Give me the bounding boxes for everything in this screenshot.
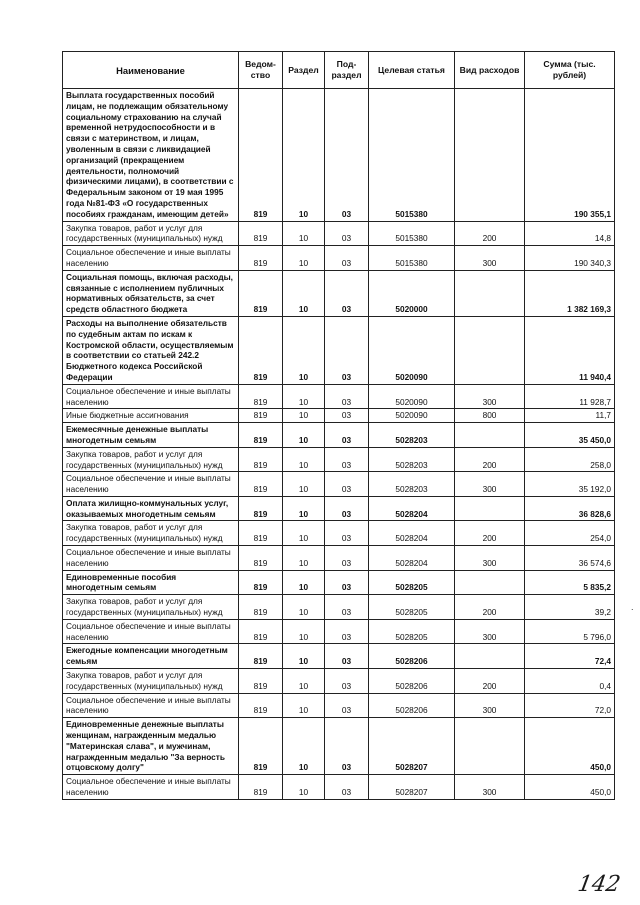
row-razdel-cell: 10 — [283, 595, 325, 620]
row-name-cell: Расходы на выполнение обязательств по судебным актам по искам к Костромской области, осуществляемым в соответствии со статьей 242.2 Бюджетного кодекса Российской Федерации — [63, 316, 239, 384]
row-name-cell: Оплата жилищно-коммунальных услуг, оказываемых многодетным семьям — [63, 496, 239, 521]
row-razdel-cell: 10 — [283, 644, 325, 669]
row-vid-cell — [455, 423, 525, 448]
row-vid-cell — [455, 570, 525, 595]
row-name-cell: Социальное обеспечение и иные выплаты населению — [63, 693, 239, 718]
row-vid-cell: 200 — [455, 447, 525, 472]
row-ved-cell: 819 — [239, 546, 283, 571]
row-statya-cell: 5015380 — [369, 246, 455, 271]
row-vid-cell: 300 — [455, 775, 525, 800]
row-podrazdel-cell: 03 — [325, 570, 369, 595]
row-statya-cell: 5028204 — [369, 496, 455, 521]
row-name-cell: Социальная помощь, включая расходы, связанные с исполнением публичных нормативных обязательств, за счет средств областного бюджета — [63, 270, 239, 316]
table-row — [63, 644, 615, 669]
row-summa-cell: 5 796,0 — [525, 619, 615, 644]
row-podrazdel-cell: 03 — [325, 472, 369, 497]
row-summa-cell: 14,8 — [525, 221, 615, 246]
row-razdel-cell: 10 — [283, 270, 325, 316]
row-vid-cell: 200 — [455, 595, 525, 620]
row-summa-cell: 72,0 — [525, 693, 615, 718]
row-statya-cell: 5020000 — [369, 270, 455, 316]
row-podrazdel-cell: 03 — [325, 447, 369, 472]
row-summa-cell: 11 940,4 — [525, 316, 615, 384]
table-row — [63, 221, 615, 246]
table-row — [63, 546, 615, 571]
table-header-row — [63, 52, 615, 89]
row-vid-cell: 200 — [455, 221, 525, 246]
row-name-cell: Социальное обеспечение и иные выплаты населению — [63, 546, 239, 571]
row-statya-cell: 5015380 — [369, 221, 455, 246]
row-podrazdel-cell: 03 — [325, 89, 369, 222]
table-row — [63, 316, 615, 384]
row-name-cell: Закупка товаров, работ и услуг для государственных (муниципальных) нужд — [63, 521, 239, 546]
row-podrazdel-cell: 03 — [325, 669, 369, 694]
table-row — [63, 595, 615, 620]
row-razdel-cell: 10 — [283, 669, 325, 694]
row-name-cell: Социальное обеспечение и иные выплаты населению — [63, 246, 239, 271]
row-ved-cell: 819 — [239, 644, 283, 669]
row-podrazdel-cell: 03 — [325, 644, 369, 669]
row-summa-cell: 190 355,1 — [525, 89, 615, 222]
row-podrazdel-cell: 03 — [325, 496, 369, 521]
row-vid-cell — [455, 89, 525, 222]
row-podrazdel-cell: 03 — [325, 546, 369, 571]
row-summa-cell: 39,2 — [525, 595, 615, 620]
row-statya-cell: 5028207 — [369, 718, 455, 775]
row-podrazdel-cell: 03 — [325, 775, 369, 800]
row-ved-cell: 819 — [239, 570, 283, 595]
table-row — [63, 718, 615, 775]
row-statya-cell: 5028203 — [369, 447, 455, 472]
row-razdel-cell: 10 — [283, 316, 325, 384]
row-name-cell: Социальное обеспечение и иные выплаты населению — [63, 619, 239, 644]
row-razdel-cell: 10 — [283, 619, 325, 644]
row-razdel-cell: 10 — [283, 693, 325, 718]
row-ved-cell: 819 — [239, 718, 283, 775]
row-name-cell: Выплата государственных пособий лицам, не подлежащим обязательному социальному страхованию на случай временной нетрудоспособности и в связи с материнством, и лицам, уволенным в связи с ликвидацией организаций (прекращением деятельности, полномочий физическими лицами), в соответствии с Федеральным законом от 19 мая 1995 года №81-ФЗ «О государственных пособиях гражданам, имеющим детей» — [63, 89, 239, 222]
row-podrazdel-cell: 03 — [325, 595, 369, 620]
row-vid-cell — [455, 718, 525, 775]
table-row — [63, 669, 615, 694]
row-razdel-cell: 10 — [283, 221, 325, 246]
row-ved-cell: 819 — [239, 270, 283, 316]
row-vid-cell — [455, 644, 525, 669]
row-name-cell: Социальное обеспечение и иные выплаты населению — [63, 384, 239, 409]
row-vid-cell: 300 — [455, 619, 525, 644]
row-statya-cell: 5028203 — [369, 472, 455, 497]
row-ved-cell: 819 — [239, 423, 283, 448]
table-row — [63, 447, 615, 472]
row-ved-cell: 819 — [239, 595, 283, 620]
row-ved-cell: 819 — [239, 669, 283, 694]
row-summa-cell: 35 192,0 — [525, 472, 615, 497]
row-vid-cell: 800 — [455, 409, 525, 423]
row-statya-cell: 5020090 — [369, 409, 455, 423]
row-vid-cell: 300 — [455, 384, 525, 409]
row-ved-cell: 819 — [239, 221, 283, 246]
row-ved-cell: 819 — [239, 447, 283, 472]
row-podrazdel-cell: 03 — [325, 718, 369, 775]
row-name-cell: Социальное обеспечение и иные выплаты населению — [63, 775, 239, 800]
row-razdel-cell: 10 — [283, 423, 325, 448]
row-name-cell: Ежегодные компенсации многодетным семьям — [63, 644, 239, 669]
row-vid-cell: 200 — [455, 669, 525, 694]
table-row — [63, 246, 615, 271]
row-summa-cell: 11,7 — [525, 409, 615, 423]
row-razdel-cell: 10 — [283, 472, 325, 497]
row-statya-cell: 5028205 — [369, 619, 455, 644]
row-summa-cell: 36 828,6 — [525, 496, 615, 521]
row-vid-cell — [455, 496, 525, 521]
row-summa-cell: 72,4 — [525, 644, 615, 669]
row-podrazdel-cell: 03 — [325, 693, 369, 718]
margin-mark: . — [631, 602, 634, 612]
row-summa-cell: 36 574,6 — [525, 546, 615, 571]
row-razdel-cell: 10 — [283, 246, 325, 271]
row-ved-cell: 819 — [239, 472, 283, 497]
row-ved-cell: 819 — [239, 246, 283, 271]
handwritten-page-number: 142 — [575, 872, 623, 897]
row-vid-cell: 300 — [455, 472, 525, 497]
header-name: Наименование — [63, 52, 239, 89]
row-razdel-cell: 10 — [283, 570, 325, 595]
row-name-cell: Закупка товаров, работ и услуг для государственных (муниципальных) нужд — [63, 595, 239, 620]
row-vid-cell — [455, 316, 525, 384]
row-name-cell: Единовременные денежные выплаты женщинам, награжденным медалью "Материнская слава", и мужчинам, награжденным медалью "За верность отцовскому долгу" — [63, 718, 239, 775]
row-ved-cell: 819 — [239, 409, 283, 423]
row-name-cell: Закупка товаров, работ и услуг для государственных (муниципальных) нужд — [63, 447, 239, 472]
row-ved-cell: 819 — [239, 521, 283, 546]
header-statya: Целевая статья — [369, 52, 455, 89]
row-vid-cell: 200 — [455, 521, 525, 546]
row-podrazdel-cell: 03 — [325, 221, 369, 246]
row-vid-cell: 300 — [455, 546, 525, 571]
row-summa-cell: 5 835,2 — [525, 570, 615, 595]
row-podrazdel-cell: 03 — [325, 619, 369, 644]
header-vid: Вид расходов — [455, 52, 525, 89]
row-razdel-cell: 10 — [283, 775, 325, 800]
row-summa-cell: 450,0 — [525, 775, 615, 800]
row-podrazdel-cell: 03 — [325, 384, 369, 409]
table-row — [63, 775, 615, 800]
row-razdel-cell: 10 — [283, 546, 325, 571]
row-summa-cell: 35 450,0 — [525, 423, 615, 448]
row-podrazdel-cell: 03 — [325, 316, 369, 384]
row-statya-cell: 5028205 — [369, 570, 455, 595]
row-razdel-cell: 10 — [283, 718, 325, 775]
row-summa-cell: 11 928,7 — [525, 384, 615, 409]
row-statya-cell: 5028207 — [369, 775, 455, 800]
row-ved-cell: 819 — [239, 775, 283, 800]
row-podrazdel-cell: 03 — [325, 409, 369, 423]
row-statya-cell: 5028205 — [369, 595, 455, 620]
table-row — [63, 472, 615, 497]
row-ved-cell: 819 — [239, 384, 283, 409]
budget-table — [62, 51, 615, 800]
table-row — [63, 409, 615, 423]
table-row — [63, 384, 615, 409]
row-statya-cell: 5028206 — [369, 693, 455, 718]
row-summa-cell: 450,0 — [525, 718, 615, 775]
row-statya-cell: 5028204 — [369, 546, 455, 571]
row-podrazdel-cell: 03 — [325, 246, 369, 271]
header-summa: Сумма (тыс. рублей) — [525, 52, 615, 89]
row-podrazdel-cell: 03 — [325, 521, 369, 546]
row-vid-cell — [455, 270, 525, 316]
table-row — [63, 570, 615, 595]
row-razdel-cell: 10 — [283, 521, 325, 546]
row-razdel-cell: 10 — [283, 384, 325, 409]
row-razdel-cell: 10 — [283, 496, 325, 521]
row-ved-cell: 819 — [239, 89, 283, 222]
table-row — [63, 423, 615, 448]
table-row — [63, 693, 615, 718]
row-summa-cell: 258,0 — [525, 447, 615, 472]
header-ved: Ведом-ство — [239, 52, 283, 89]
header-razdel: Раздел — [283, 52, 325, 89]
row-podrazdel-cell: 03 — [325, 423, 369, 448]
table-row — [63, 89, 615, 222]
row-name-cell: Иные бюджетные ассигнования — [63, 409, 239, 423]
table-row — [63, 521, 615, 546]
row-name-cell: Закупка товаров, работ и услуг для государственных (муниципальных) нужд — [63, 221, 239, 246]
row-ved-cell: 819 — [239, 496, 283, 521]
row-statya-cell: 5028203 — [369, 423, 455, 448]
row-statya-cell: 5028206 — [369, 669, 455, 694]
row-statya-cell: 5020090 — [369, 384, 455, 409]
row-statya-cell: 5020090 — [369, 316, 455, 384]
header-podrazdel: Под-раздел — [325, 52, 369, 89]
table-row — [63, 496, 615, 521]
row-name-cell: Единовременные пособия многодетным семьям — [63, 570, 239, 595]
row-summa-cell: 0,4 — [525, 669, 615, 694]
table-body — [63, 89, 615, 800]
row-razdel-cell: 10 — [283, 409, 325, 423]
row-statya-cell: 5028204 — [369, 521, 455, 546]
row-statya-cell: 5028206 — [369, 644, 455, 669]
row-summa-cell: 1 382 169,3 — [525, 270, 615, 316]
row-podrazdel-cell: 03 — [325, 270, 369, 316]
table-row — [63, 619, 615, 644]
row-summa-cell: 254,0 — [525, 521, 615, 546]
row-razdel-cell: 10 — [283, 89, 325, 222]
row-vid-cell: 300 — [455, 693, 525, 718]
row-ved-cell: 819 — [239, 619, 283, 644]
table-row — [63, 270, 615, 316]
row-ved-cell: 819 — [239, 693, 283, 718]
row-statya-cell: 5015380 — [369, 89, 455, 222]
row-name-cell: Социальное обеспечение и иные выплаты населению — [63, 472, 239, 497]
row-razdel-cell: 10 — [283, 447, 325, 472]
row-summa-cell: 190 340,3 — [525, 246, 615, 271]
row-name-cell: Закупка товаров, работ и услуг для государственных (муниципальных) нужд — [63, 669, 239, 694]
row-ved-cell: 819 — [239, 316, 283, 384]
row-vid-cell: 300 — [455, 246, 525, 271]
row-name-cell: Ежемесячные денежные выплаты многодетным семьям — [63, 423, 239, 448]
